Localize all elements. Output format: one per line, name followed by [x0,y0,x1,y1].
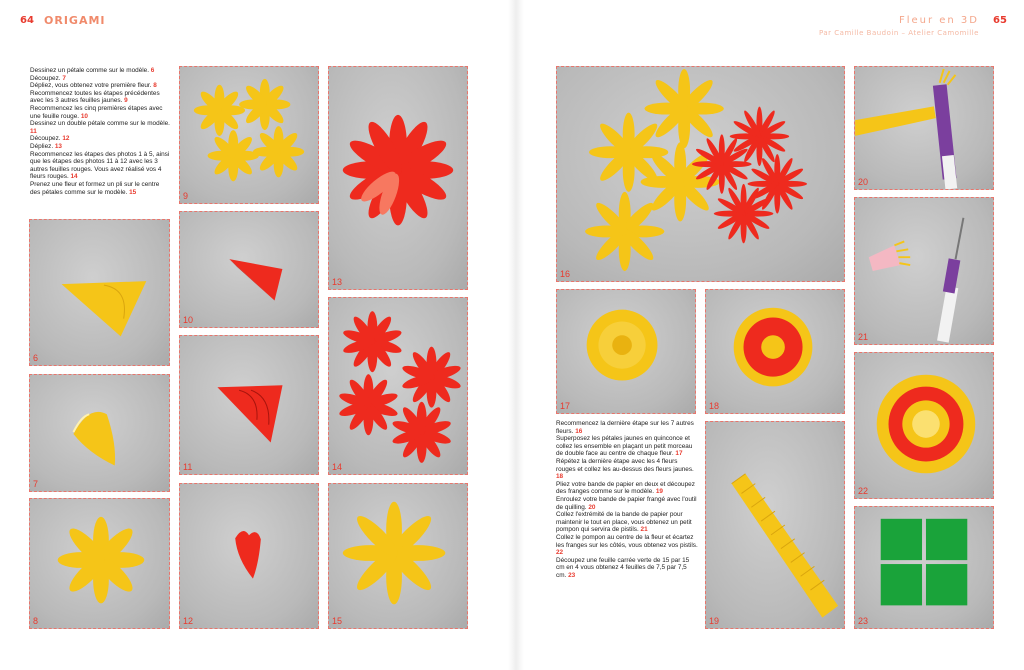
step-text: Dessinez un double pétale comme sur le modèle. 11 [30,120,170,135]
photo-step-12: 12 [179,483,319,629]
article-author: Par Camille Baudoin – Atelier Camomille [818,29,979,37]
step-text: Dépliez. 13 [30,142,62,150]
step-text: Découpez une feuille carrée verte de 15 par 15 cm en 4 vous obtenez 4 feuilles de 7,5 par 7,5 cm. 23 [556,556,690,579]
step-text: Pliez votre bande de papier en deux et découpez des franges comme sur le modèle. 19 [556,480,695,496]
step-text: Recommencez les cinq premières étapes avec une feuille rouge. 10 [30,104,163,120]
photo-step-20: 20 [854,66,994,190]
photo-step-9: 9 [179,66,319,204]
left-page-number: 64 [20,15,34,26]
step-text: Recommencez toutes les étapes précédentes avec les 3 autres feuilles jaunes. 9 [30,89,160,105]
photo-step-14: 14 [328,297,468,475]
step-text: Enroulez votre bande de papier frangé avec l'outil de quilling. 20 [556,495,697,511]
step-text: Recommencez les étapes des photos 1 à 5, ainsi que les étapes des photos 11 à 12 avec les 3 autres feuilles rouges. Vous avez réalisé vos 4 fleurs rouges. 14 [30,150,170,181]
step-text: Prenez une fleur et formez un pli sur le centre des pétales comme sur le modèle. 15 [30,180,160,196]
page-gutter [508,0,524,670]
step-text: Dessinez un pétale comme sur le modèle. 6 [30,67,155,74]
step-text: Découpez. 7 [30,74,66,82]
photo-step-7: 7 [29,374,170,492]
step-text: Répétez la dernière étape avec les 4 fleurs rouges et collez les au-dessus des fleurs jaunes. 18 [556,457,694,481]
photo-step-16: 16 [556,66,845,282]
left-instructions [30,67,170,196]
step-text: Recommencez la dernière étape sur les 7 autres fleurs. 16 [556,420,694,435]
photo-step-6: 6 [29,219,170,366]
step-text: Découpez. 12 [30,135,70,143]
photo-step-22: 22 [854,352,994,499]
photo-step-15: 15 [328,483,468,629]
photo-step-18: 18 [705,289,845,414]
right-page-number: 65 [993,15,1007,26]
step-text: Dépliez, vous obtenez votre première fleur. 8 [30,82,157,90]
photo-step-21: 21 [854,197,994,345]
photo-step-11: 11 [179,335,319,475]
photo-step-8: 8 [29,498,170,629]
step-text: Collez le pompon au centre de la fleur et écartez les franges sur les côtés, vous obtenez vos pistils. 22 [556,533,698,557]
article-title: Fleur en 3D [898,15,979,26]
step-text: Superposez les pétales jaunes en quinconce et collez les ensemble en plaçant un petit morceau de double face au centre de chaque fleur. 17 [556,435,693,458]
section-title: ORIGAMI [44,14,106,27]
photo-step-10: 10 [179,211,319,328]
photo-step-13: 13 [328,66,468,290]
right-instructions [556,420,698,579]
photo-step-23: 23 [854,506,994,629]
step-text: Collez l'extrémité de la bande de papier pour maintenir le tout en place, vous obtenez un petit pompon qui servira de pistils. 21 [556,511,692,534]
photo-step-19: 19 [705,421,845,629]
photo-step-17: 17 [556,289,696,414]
